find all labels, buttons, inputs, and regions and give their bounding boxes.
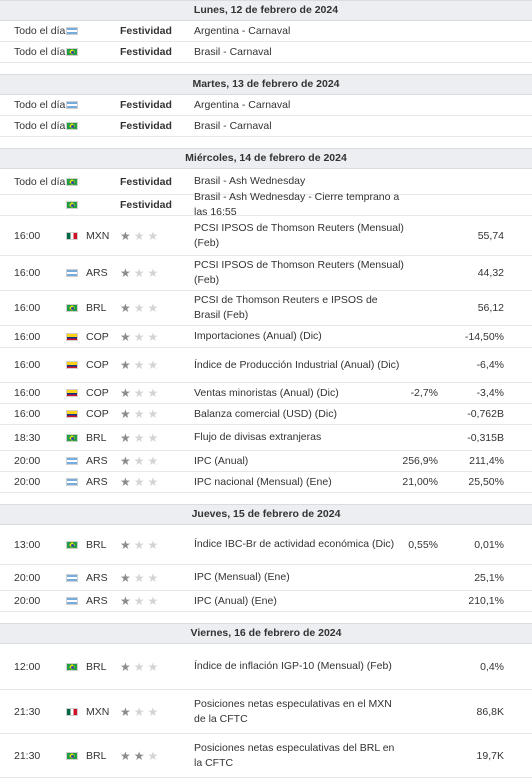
currency-code: COP (86, 359, 109, 371)
event-name[interactable]: Posiciones netas especulativas en el MXN de la CFTC (194, 697, 392, 725)
previous-value: 0,55% (408, 538, 438, 551)
event-row[interactable] (0, 525, 532, 565)
importance-stars (120, 348, 164, 382)
star-icon: ★ (133, 430, 145, 445)
star-icon: ★ (120, 594, 131, 608)
importance-stars (120, 404, 164, 424)
event-row[interactable] (0, 734, 532, 778)
star-icon: ★ (120, 704, 131, 719)
flag-cell (66, 690, 80, 733)
currency-code: COP (86, 387, 109, 399)
brazil-flag-icon (66, 178, 78, 186)
event-row[interactable] (0, 591, 532, 612)
previous-value (400, 690, 438, 733)
holiday-label: Festividad (120, 46, 172, 58)
star-icon: ★ (147, 329, 159, 344)
event-time: 18:30 (14, 431, 41, 444)
previous-value (400, 644, 438, 689)
previous-value (400, 326, 438, 347)
argentina-flag-icon (66, 101, 78, 109)
event-name[interactable]: PCSI de Thomson Reuters e IPSOS de Brasil (Feb) (194, 294, 378, 321)
argentina-flag-icon (66, 457, 78, 465)
day-header: Martes, 13 de febrero de 2024 (0, 74, 532, 95)
importance-stars (120, 425, 164, 450)
event-name[interactable]: Índice de inflación IGP-10 (Mensual) (Feb) (194, 660, 392, 672)
star-icon: ★ (147, 475, 159, 489)
colombia-flag-icon (66, 361, 78, 369)
flag-cell (66, 326, 80, 347)
event-name[interactable]: Balanza comercial (USD) (Dic) (194, 407, 337, 420)
event-name[interactable]: Brasil - Carnaval (194, 45, 272, 58)
event-time: 20:00 (14, 476, 41, 488)
star-icon: ★ (133, 748, 145, 763)
star-icon: ★ (133, 266, 145, 280)
star-icon: ★ (133, 537, 145, 552)
colombia-flag-icon (66, 410, 78, 418)
actual-value: 19,7K (476, 749, 504, 762)
event-name[interactable]: IPC (Anual) (Ene) (194, 594, 277, 607)
importance-stars (120, 591, 164, 611)
star-icon: ★ (133, 329, 145, 344)
event-row[interactable] (0, 690, 532, 734)
event-row[interactable] (0, 326, 532, 348)
event-row[interactable] (0, 216, 532, 256)
day-header: Lunes, 12 de febrero de 2024 (0, 0, 532, 21)
currency-code: ARS (86, 595, 108, 607)
event-row[interactable] (0, 565, 532, 591)
star-icon: ★ (147, 386, 159, 400)
star-icon: ★ (133, 475, 145, 489)
event-time: 21:30 (14, 705, 41, 718)
star-icon: ★ (147, 570, 159, 585)
event-row[interactable] (0, 256, 532, 291)
star-icon: ★ (120, 386, 131, 400)
event-name[interactable]: Brasil - Carnaval (194, 119, 272, 132)
currency-code: BRL (86, 660, 107, 673)
star-icon: ★ (133, 407, 145, 421)
section-gap (0, 137, 532, 148)
previous-value (400, 291, 438, 325)
currency-code: MXN (86, 705, 110, 718)
star-icon: ★ (120, 748, 131, 763)
event-row[interactable] (0, 291, 532, 326)
actual-value: -0,315B (467, 431, 504, 444)
event-time: 16:00 (14, 387, 41, 399)
star-icon: ★ (147, 301, 159, 315)
star-icon: ★ (133, 228, 145, 243)
flag-cell (66, 383, 80, 403)
flag-cell (66, 591, 80, 611)
previous-value: -2,7% (410, 387, 438, 399)
actual-value: 0,4% (480, 660, 504, 673)
day-header: Jueves, 15 de febrero de 2024 (0, 504, 532, 525)
actual-value: 55,74 (477, 229, 504, 242)
currency-code: BRL (86, 538, 107, 551)
currency-code: ARS (86, 455, 108, 467)
previous-value (400, 348, 438, 382)
star-icon: ★ (120, 329, 131, 344)
importance-stars (120, 734, 164, 777)
previous-value (400, 404, 438, 424)
importance-stars (120, 525, 164, 564)
flag-cell (66, 216, 80, 255)
previous-value (400, 256, 438, 290)
star-icon: ★ (120, 358, 131, 372)
argentina-flag-icon (66, 574, 78, 582)
event-time: Todo el día (14, 25, 66, 37)
currency-code: BRL (86, 431, 107, 444)
actual-value: 0,01% (474, 538, 504, 551)
event-time: 13:00 (14, 538, 41, 551)
star-icon: ★ (133, 358, 145, 372)
event-row[interactable] (0, 451, 532, 472)
event-name[interactable]: PCSI IPSOS de Thomson Reuters (Mensual) (Feb) (194, 259, 404, 286)
event-row[interactable] (0, 383, 532, 404)
star-icon: ★ (147, 659, 159, 674)
flag-cell (66, 42, 80, 62)
event-row[interactable] (0, 644, 532, 690)
actual-value: -6,4% (476, 359, 504, 371)
mexico-flag-icon (66, 708, 78, 716)
colombia-flag-icon (66, 333, 78, 341)
event-time: Todo el día (14, 120, 66, 132)
event-row[interactable] (0, 404, 532, 425)
flag-cell (66, 195, 80, 215)
event-time: 21:30 (14, 749, 41, 762)
event-time (14, 195, 74, 215)
star-icon: ★ (133, 704, 145, 719)
day-header: Miércoles, 14 de febrero de 2024 (0, 148, 532, 169)
star-icon: ★ (120, 454, 131, 468)
holiday-row[interactable] (0, 21, 532, 42)
currency-code: ARS (86, 571, 108, 584)
event-row[interactable] (0, 472, 532, 493)
colombia-flag-icon (66, 389, 78, 397)
star-icon: ★ (147, 266, 159, 280)
argentina-flag-icon (66, 269, 78, 277)
event-time: 16:00 (14, 267, 41, 279)
actual-value: 25,50% (468, 476, 504, 488)
star-icon: ★ (147, 454, 159, 468)
star-icon: ★ (133, 570, 145, 585)
previous-value (400, 425, 438, 450)
event-time: 20:00 (14, 571, 41, 584)
actual-value: 25,1% (474, 571, 504, 584)
event-time: 16:00 (14, 330, 41, 343)
star-icon: ★ (120, 475, 131, 489)
event-name[interactable]: Posiciones netas especulativas del BRL en la CFTC (194, 741, 395, 769)
flag-cell (66, 425, 80, 450)
actual-value: 44,32 (477, 267, 504, 279)
flag-cell (66, 644, 80, 689)
flag-cell (66, 472, 80, 492)
previous-value: 256,9% (402, 455, 438, 467)
star-icon: ★ (120, 407, 131, 421)
star-icon: ★ (120, 570, 131, 585)
importance-stars (120, 451, 164, 471)
event-row[interactable] (0, 425, 532, 451)
event-name[interactable]: Importaciones (Anual) (Dic) (194, 330, 322, 342)
star-icon: ★ (147, 704, 159, 719)
previous-value (400, 734, 438, 777)
event-name[interactable]: Argentina - Carnaval (194, 24, 291, 37)
actual-value: -14,50% (464, 330, 504, 343)
event-name[interactable]: Índice de Producción Industrial (Anual) (Dic) (194, 358, 400, 371)
event-row[interactable] (0, 348, 532, 383)
holiday-row[interactable] (0, 42, 532, 63)
flag-cell (66, 169, 80, 194)
importance-stars (120, 565, 164, 590)
star-icon: ★ (133, 594, 145, 608)
star-icon: ★ (120, 301, 131, 315)
brazil-flag-icon (66, 122, 78, 130)
currency-code: COP (86, 408, 109, 420)
star-icon: ★ (120, 266, 131, 280)
event-name[interactable]: Flujo de divisas extranjeras (194, 431, 322, 443)
flag-cell (66, 525, 80, 564)
mexico-flag-icon (66, 232, 78, 240)
actual-value: 210,1% (468, 595, 504, 607)
argentina-flag-icon (66, 478, 78, 486)
currency-code: BRL (86, 749, 107, 762)
previous-value (400, 565, 438, 590)
star-icon: ★ (120, 430, 131, 445)
previous-value (400, 591, 438, 611)
star-icon: ★ (147, 748, 159, 763)
importance-stars (120, 291, 164, 325)
event-name[interactable]: Argentina - Carnaval (194, 98, 291, 111)
flag-cell (66, 565, 80, 590)
importance-stars (120, 472, 164, 492)
star-icon: ★ (120, 228, 131, 243)
event-name[interactable]: IPC (Mensual) (Ene) (194, 571, 290, 583)
star-icon: ★ (147, 407, 159, 421)
argentina-flag-icon (66, 27, 78, 35)
importance-stars (120, 644, 164, 689)
event-time: 20:00 (14, 595, 41, 607)
currency-code: ARS (86, 267, 108, 279)
actual-value: 211,4% (469, 455, 504, 467)
importance-stars (120, 383, 164, 403)
event-time: 16:00 (14, 229, 41, 242)
star-icon: ★ (120, 659, 131, 674)
event-time: 12:00 (14, 660, 41, 673)
star-icon: ★ (147, 594, 159, 608)
currency-code: ARS (86, 476, 108, 488)
holiday-row[interactable] (0, 191, 532, 218)
brazil-flag-icon (66, 48, 78, 56)
importance-stars (120, 326, 164, 347)
star-icon: ★ (147, 228, 159, 243)
currency-code: MXN (86, 229, 110, 242)
event-time: 20:00 (14, 455, 41, 467)
flag-cell (66, 95, 80, 115)
day-header: Viernes, 16 de febrero de 2024 (0, 623, 532, 644)
star-icon: ★ (147, 430, 159, 445)
brazil-flag-icon (66, 663, 78, 671)
flag-cell (66, 21, 80, 41)
importance-stars (120, 256, 164, 290)
star-icon: ★ (133, 659, 145, 674)
brazil-flag-icon (66, 752, 78, 760)
flag-cell (66, 404, 80, 424)
flag-cell (66, 256, 80, 290)
actual-value: 56,12 (477, 302, 504, 314)
event-name[interactable]: Brasil - Ash Wednesday (194, 175, 306, 187)
star-icon: ★ (133, 301, 145, 315)
event-name[interactable]: IPC nacional (Mensual) (Ene) (194, 475, 332, 488)
holiday-row[interactable] (0, 95, 532, 116)
event-time: Todo el día (14, 46, 66, 58)
holiday-label: Festividad (120, 175, 172, 188)
flag-cell (66, 451, 80, 471)
section-gap (0, 612, 532, 623)
event-name[interactable]: PCSI IPSOS de Thomson Reuters (Mensual) (Feb) (194, 221, 404, 249)
holiday-row[interactable] (0, 116, 532, 137)
section-gap (0, 63, 532, 74)
holiday-label: Festividad (120, 199, 172, 211)
actual-value: -3,4% (476, 387, 504, 399)
event-time: 16:00 (14, 359, 41, 371)
event-name[interactable]: Brasil - Ash Wednesday - Cierre temprano a las 16:55 (194, 191, 400, 218)
event-name[interactable]: Ventas minoristas (Anual) (Dic) (194, 386, 339, 399)
brazil-flag-icon (66, 541, 78, 549)
event-time: 16:00 (14, 302, 41, 314)
brazil-flag-icon (66, 201, 78, 209)
brazil-flag-icon (66, 304, 78, 312)
importance-stars (120, 690, 164, 733)
section-gap (0, 493, 532, 504)
flag-cell (66, 291, 80, 325)
star-icon: ★ (120, 537, 131, 552)
holiday-label: Festividad (120, 99, 172, 111)
holiday-label: Festividad (120, 25, 172, 37)
previous-value: 21,00% (402, 476, 438, 488)
event-name[interactable]: Índice IBC-Br de actividad económica (Dic) (194, 538, 395, 550)
flag-cell (66, 116, 80, 136)
argentina-flag-icon (66, 597, 78, 605)
flag-cell (66, 348, 80, 382)
event-time: Todo el día (14, 175, 66, 188)
importance-stars (120, 216, 164, 255)
actual-value: -0,762B (467, 408, 504, 420)
currency-code: BRL (86, 302, 107, 314)
flag-cell (66, 734, 80, 777)
currency-code: COP (86, 330, 109, 343)
star-icon: ★ (147, 537, 159, 552)
event-time: Todo el día (14, 99, 66, 111)
event-time: 16:00 (14, 408, 41, 420)
star-icon: ★ (133, 454, 145, 468)
star-icon: ★ (147, 358, 159, 372)
star-icon: ★ (133, 386, 145, 400)
event-name[interactable]: IPC (Anual) (194, 454, 249, 467)
actual-value: 86,8K (476, 705, 504, 718)
brazil-flag-icon (66, 434, 78, 442)
holiday-label: Festividad (120, 120, 172, 132)
previous-value (400, 216, 438, 255)
